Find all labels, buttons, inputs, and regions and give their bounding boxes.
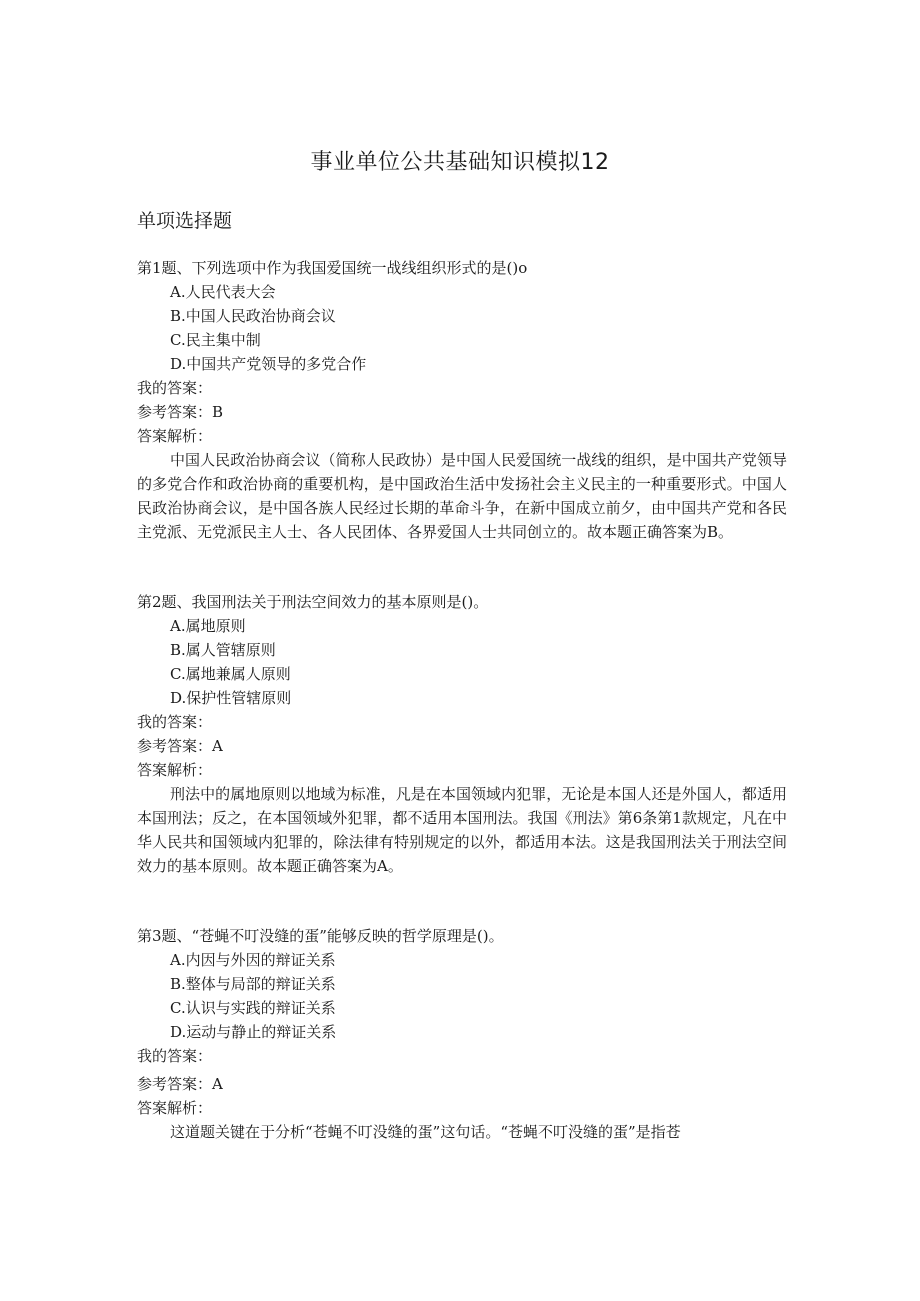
option-b: B.属人管辖原则 bbox=[170, 641, 276, 659]
option-b: B.整体与局部的辩证关系 bbox=[170, 975, 336, 993]
analysis-text: 刑法中的属地原则以地域为标准，凡是在本国领域内犯罪，无论是本国人还是外国人，都适用本国刑法；反之，在本国领域外犯罪，都不适用本国刑法。我国《刑法》第6条第1款规定，凡在中华人民共和国领域内犯罪的，除法律有特别规定的以外，都适用本法。这是我国刑法关于刑法空间效力的基本原则。故本题正确答案为A。 bbox=[137, 785, 787, 875]
analysis-text: 这道题关键在于分析“苍蝇不叮没缝的蛋”这句话。“苍蝇不叮没缝的蛋”是指苍 bbox=[170, 1123, 681, 1141]
reference-answer-value: B bbox=[212, 403, 224, 421]
question-stem: 第1题、下列选项中作为我国爱国统一战线组织形式的是()o bbox=[137, 259, 528, 277]
analysis-label: 答案解析： bbox=[137, 1099, 213, 1117]
question-stem: 第2题、我国刑法关于刑法空间效力的基本原则是()。 bbox=[137, 593, 489, 611]
reference-answer-label: 参考答案： bbox=[137, 1075, 213, 1093]
analysis-text: 中国人民政治协商会议（简称人民政协）是中国人民爱国统一战线的组织，是中国共产党领导的多党合作和政治协商的重要机构，是中国政治生活中发扬社会主义民主的一种重要形式。中国人民政治协商会议，是中国各族人民经过长期的革命斗争，在新中国成立前夕，由中国共产党和各民主党派、无党派民主人士、各人民团体、各界爱国人士共同创立的。故本题正确答案为B。 bbox=[137, 451, 787, 541]
question-item bbox=[137, 924, 787, 1144]
option-c: C.认识与实践的辩证关系 bbox=[170, 999, 336, 1017]
reference-answer-value: A bbox=[212, 737, 223, 755]
analysis-label: 答案解析： bbox=[137, 427, 213, 445]
my-answer-label: 我的答案： bbox=[137, 1047, 213, 1065]
section-heading: 单项选择题 bbox=[137, 210, 233, 232]
option-a: A.内因与外因的辩证关系 bbox=[170, 951, 336, 969]
option-b: B.中国人民政治协商会议 bbox=[170, 307, 336, 325]
question-item bbox=[137, 256, 787, 544]
question-item bbox=[137, 590, 787, 878]
page-title: 事业单位公共基础知识模拟12 bbox=[310, 150, 610, 175]
option-c: C.属地兼属人原则 bbox=[170, 665, 291, 683]
reference-answer-label: 参考答案： bbox=[137, 403, 213, 421]
option-d: D.运动与静止的辩证关系 bbox=[170, 1023, 337, 1041]
question-list bbox=[137, 256, 787, 1190]
option-d: D.保护性管辖原则 bbox=[170, 689, 292, 707]
reference-answer bbox=[137, 1072, 787, 1096]
reference-answer bbox=[137, 400, 787, 424]
analysis-label: 答案解析： bbox=[137, 761, 213, 779]
reference-answer bbox=[137, 734, 787, 758]
reference-answer-label: 参考答案： bbox=[137, 737, 213, 755]
option-a: A.人民代表大会 bbox=[170, 283, 276, 301]
reference-answer-value: A bbox=[212, 1075, 223, 1093]
option-d: D.中国共产党领导的多党合作 bbox=[170, 355, 367, 373]
question-stem: 第3题、“苍蝇不叮没缝的蛋”能够反映的哲学原理是()。 bbox=[137, 927, 504, 945]
my-answer-label: 我的答案： bbox=[137, 379, 213, 397]
option-c: C.民主集中制 bbox=[170, 331, 261, 349]
my-answer-label: 我的答案： bbox=[137, 713, 213, 731]
option-a: A.属地原则 bbox=[170, 617, 246, 635]
